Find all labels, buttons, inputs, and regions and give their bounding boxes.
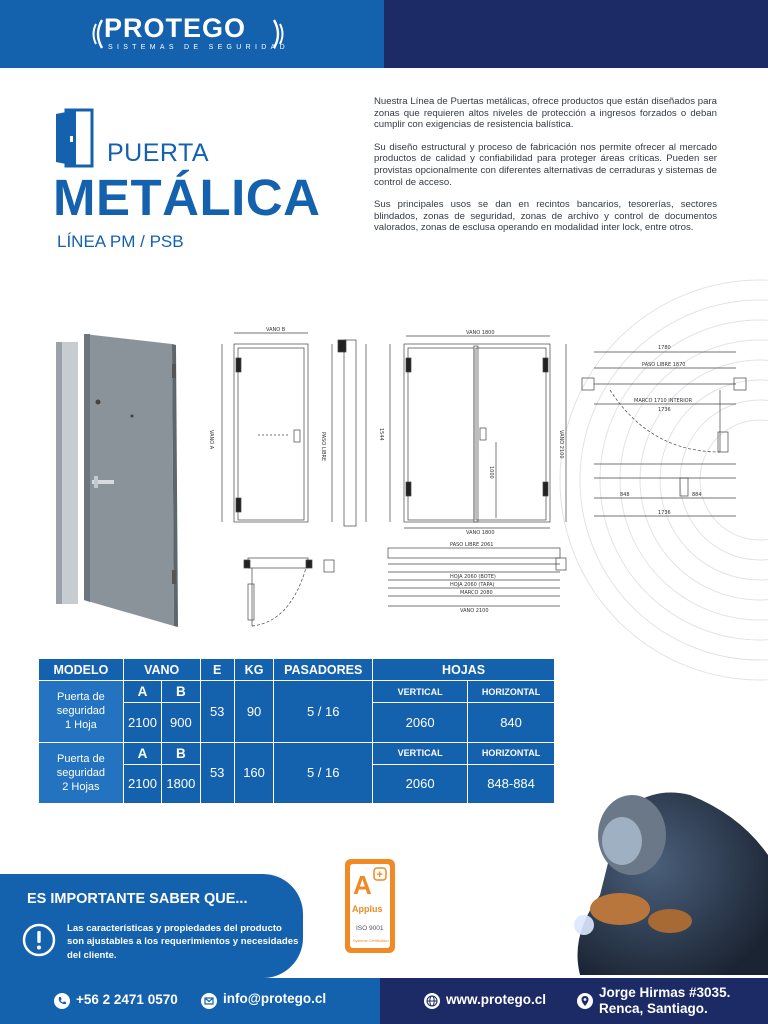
door-icon xyxy=(54,108,96,168)
model-text: seguridad xyxy=(56,705,106,718)
e-cell: 53 xyxy=(200,742,234,804)
drawing-label: 848 xyxy=(620,492,630,498)
model-text: 2 Hojas xyxy=(62,780,100,793)
model-text: 1 Hoja xyxy=(65,719,97,732)
specifications-table xyxy=(38,658,555,804)
cert-brand: Applus xyxy=(352,904,383,914)
sub-header-b: B xyxy=(162,681,200,703)
drawing-label: VANO A xyxy=(208,430,214,450)
drawing-label: 1736 xyxy=(658,407,671,413)
important-title: ES IMPORTANTE SABER QUE... xyxy=(27,891,248,907)
drawing-label: VANO 1800 xyxy=(466,530,495,536)
horizontal-cell: 848-884 xyxy=(468,764,555,804)
address-line: Renca, Santiago. xyxy=(599,1000,708,1016)
vertical-cell: 2060 xyxy=(373,764,468,804)
drawing-label: 1544 xyxy=(378,428,384,441)
footer-email[interactable]: info@protego.cl xyxy=(223,991,327,1006)
description-paragraph: Sus principales usos se dan en recintos bancarios, tesorerías, sectores blindados, zonas de seguridad, zonas de archivo y control de documentos valorados, zonas de esclusa operando en modalidad inter lock, entre otros. xyxy=(374,199,717,234)
model-text: seguridad xyxy=(56,766,106,779)
drawing-label: 1780 xyxy=(658,345,671,351)
cert-mark: A xyxy=(353,870,372,900)
footer-website[interactable]: www.protego.cl xyxy=(446,992,547,1007)
footer-phone[interactable]: +56 2 2471 0570 xyxy=(76,992,178,1007)
description-paragraph: Nuestra Línea de Puertas metálicas, ofrece productos que están diseñados para zonas que requieren altos niveles de protección a ingresos forzados o deban cumplir con exigencias de resistencia balística. xyxy=(374,96,717,131)
drawing-label: HOJA 2060 (TAPA) xyxy=(450,582,495,588)
model-cell xyxy=(39,681,124,743)
location-pin-icon xyxy=(577,993,593,1009)
kg-cell: 90 xyxy=(234,681,273,743)
drawing-label: PASO LIBRE 1870 xyxy=(642,362,686,368)
footer-address xyxy=(599,985,730,1016)
cert-iso: ISO 9001 xyxy=(356,925,384,932)
vano-b-cell: 900 xyxy=(162,703,200,743)
column-header: PASADORES xyxy=(274,659,373,681)
cert-sub: Systems Certification xyxy=(353,939,389,943)
description-paragraph: Su diseño estructural y proceso de fabricación nos permite ofrecer al mercado productos de calidad y confiabilidad para proteger áreas críticas. Pueden ser provistas opcionalmente con diferentes alternativas de cerraduras y sistemas de control de acceso. xyxy=(374,141,717,188)
door-photo xyxy=(50,330,185,630)
drawing-label: VANO 2100 xyxy=(558,430,564,459)
drawing-label: 1736 xyxy=(658,510,671,516)
table-row xyxy=(39,681,555,703)
globe-icon xyxy=(424,993,440,1009)
kg-cell: 160 xyxy=(234,742,273,804)
sub-header-b: B xyxy=(162,742,200,764)
column-header: E xyxy=(200,659,234,681)
column-header: MODELO xyxy=(39,659,124,681)
table-header-row xyxy=(39,659,555,681)
exclamation-icon xyxy=(22,923,56,957)
vano-a-cell: 2100 xyxy=(123,703,161,743)
pasadores-cell: 5 / 16 xyxy=(274,742,373,804)
sub-header-horizontal: HORIZONTAL xyxy=(468,742,555,764)
svg-text:+: + xyxy=(376,869,383,881)
sub-header-a: A xyxy=(123,681,161,703)
header-right-band xyxy=(384,0,768,68)
drawing-label: VANO B xyxy=(266,327,286,333)
vano-b-cell: 1800 xyxy=(162,764,200,804)
sub-header-vertical: VERTICAL xyxy=(373,742,468,764)
pasadores-cell: 5 / 16 xyxy=(274,681,373,743)
drawing-label: MARCO 2080 xyxy=(460,590,493,596)
vano-a-cell: 2100 xyxy=(123,764,161,804)
model-text: Puerta de xyxy=(57,752,105,765)
product-description xyxy=(374,96,717,245)
drawing-label: HOJA 2060 (BOTE) xyxy=(450,574,496,580)
column-header: KG xyxy=(234,659,273,681)
column-header: HOJAS xyxy=(373,659,555,681)
model-text: Puerta de xyxy=(57,691,105,704)
title-line-2: METÁLICA xyxy=(53,169,321,226)
sub-header-vertical: VERTICAL xyxy=(373,681,468,703)
brand-tagline: SISTEMAS DE SEGURIDAD xyxy=(108,44,289,51)
e-cell: 53 xyxy=(200,681,234,743)
table-row xyxy=(39,742,555,764)
drawing-label: 884 xyxy=(692,492,702,498)
technical-drawings xyxy=(210,322,768,638)
drawing-label: VANO 2100 xyxy=(460,608,489,614)
drawing-label: VANO 1800 xyxy=(466,330,495,336)
sub-header-horizontal: HORIZONTAL xyxy=(468,681,555,703)
title-line-3: LÍNEA PM / PSB xyxy=(57,232,184,251)
address-line: Jorge Hirmas #3035. xyxy=(599,985,731,1000)
drawing-label: PASO LIBRE xyxy=(320,432,326,462)
welder-photo xyxy=(560,775,768,975)
drawing-label: PASO LIBRE 2061 xyxy=(450,542,494,548)
phone-icon xyxy=(54,993,70,1009)
model-cell xyxy=(39,742,124,804)
vertical-cell: 2060 xyxy=(373,703,468,743)
email-icon xyxy=(201,993,217,1009)
important-text: Las características y propiedades del producto son ajustables a los requerimientos y necesidades del cliente. xyxy=(67,923,299,961)
sub-header-a: A xyxy=(123,742,161,764)
drawing-label: 1000 xyxy=(488,466,494,479)
title-line-1: PUERTA xyxy=(107,139,210,167)
drawing-label: MARCO 1710 INTERIOR xyxy=(634,398,693,404)
column-header: VANO xyxy=(123,659,200,681)
applus-certification-logo xyxy=(344,858,396,954)
horizontal-cell: 840 xyxy=(468,703,555,743)
brand-name: PROTEGO xyxy=(104,13,247,43)
